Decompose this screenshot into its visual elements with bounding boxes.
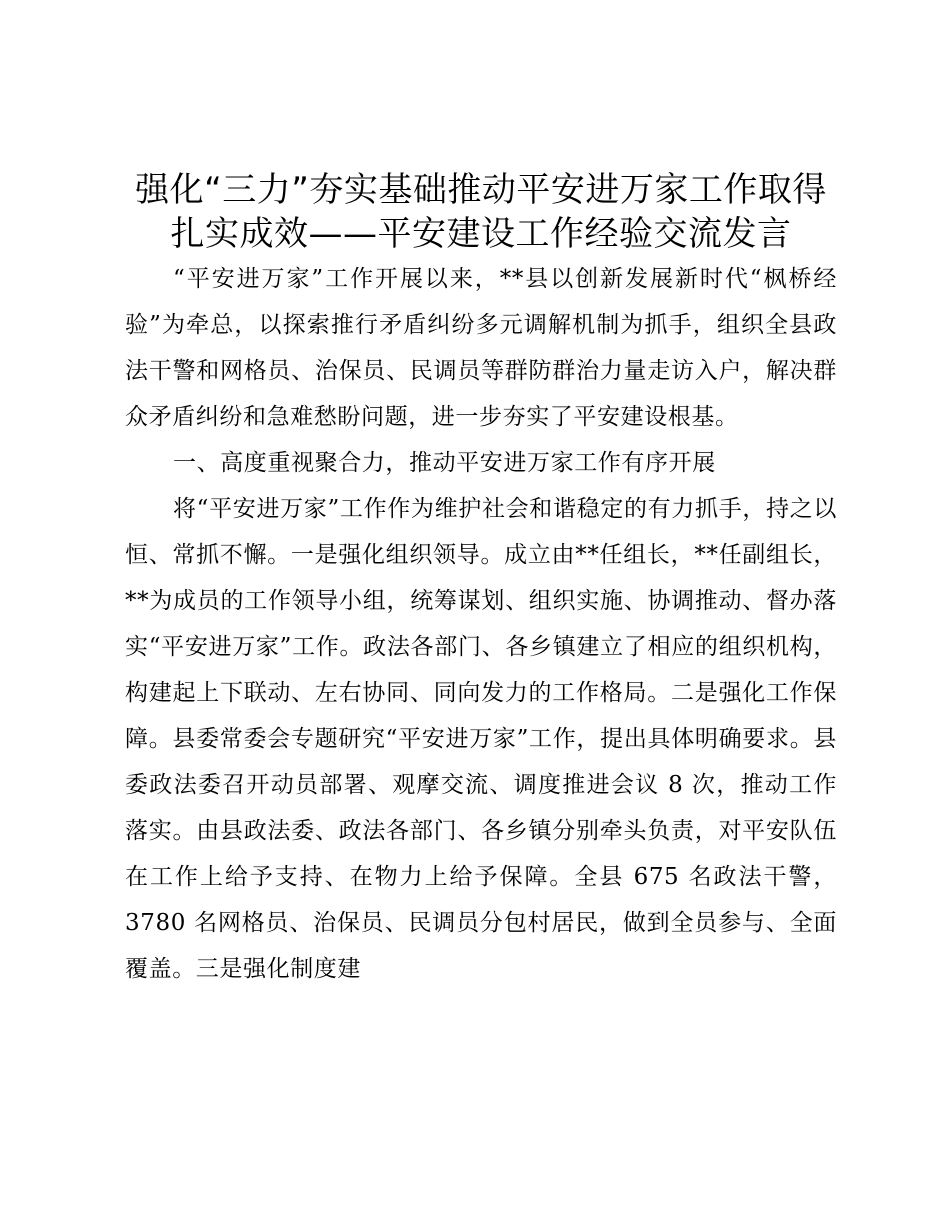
intro-paragraph: “平安进万家”工作开展以来，**县以创新发展新时代“枫桥经验”为牵总，以探索推行矛盾纠纷多元调解机制为抓手，组织全县政法干警和网格员、治保员、民调员等群防群治力量走访入户，解决群众矛盾纠纷和急难愁盼问题，进一步夯实了平安建设根基。 — [125, 266, 837, 430]
document-title — [125, 168, 837, 256]
section-heading: 一、高度重视聚合力，推动平安进万家工作有序开展 — [173, 450, 716, 476]
title-line-2: 扎实成效——平安建设工作经验交流发言 — [170, 214, 792, 254]
body-paragraph: 将“平安进万家”工作作为维护社会和谐稳定的有力抓手，持之以恒、常抓不懈。一是强化组织领导。成立由**任组长，**任副组长，**为成员的工作领导小组，统筹谋划、组织实施、协调推动、督办落实“平安进万家”工作。政法各部门、各乡镇建立了相应的组织机构，构建起上下联动、左右协同、同向发力的工作格局。二是强化工作保障。县委常委会专题研究“平安进万家”工作，提出具体明确要求。县委政法委召开动员部署、观摩交流、调度推进会议 8 次，推动工作落实。由县政法委、政法各部门、各乡镇分别牵头负责，对平安队伍在工作上给予支持、在物力上给予保障。全县 675 名政法干警，3780 名网格员、治保员、民调员分包村居民，做到全员参与、全面覆盖。三是强化制度建 — [125, 496, 837, 982]
title-line-1: 强化“三力”夯实基础推动平安进万家工作取得 — [135, 170, 827, 210]
document-body — [125, 168, 837, 992]
